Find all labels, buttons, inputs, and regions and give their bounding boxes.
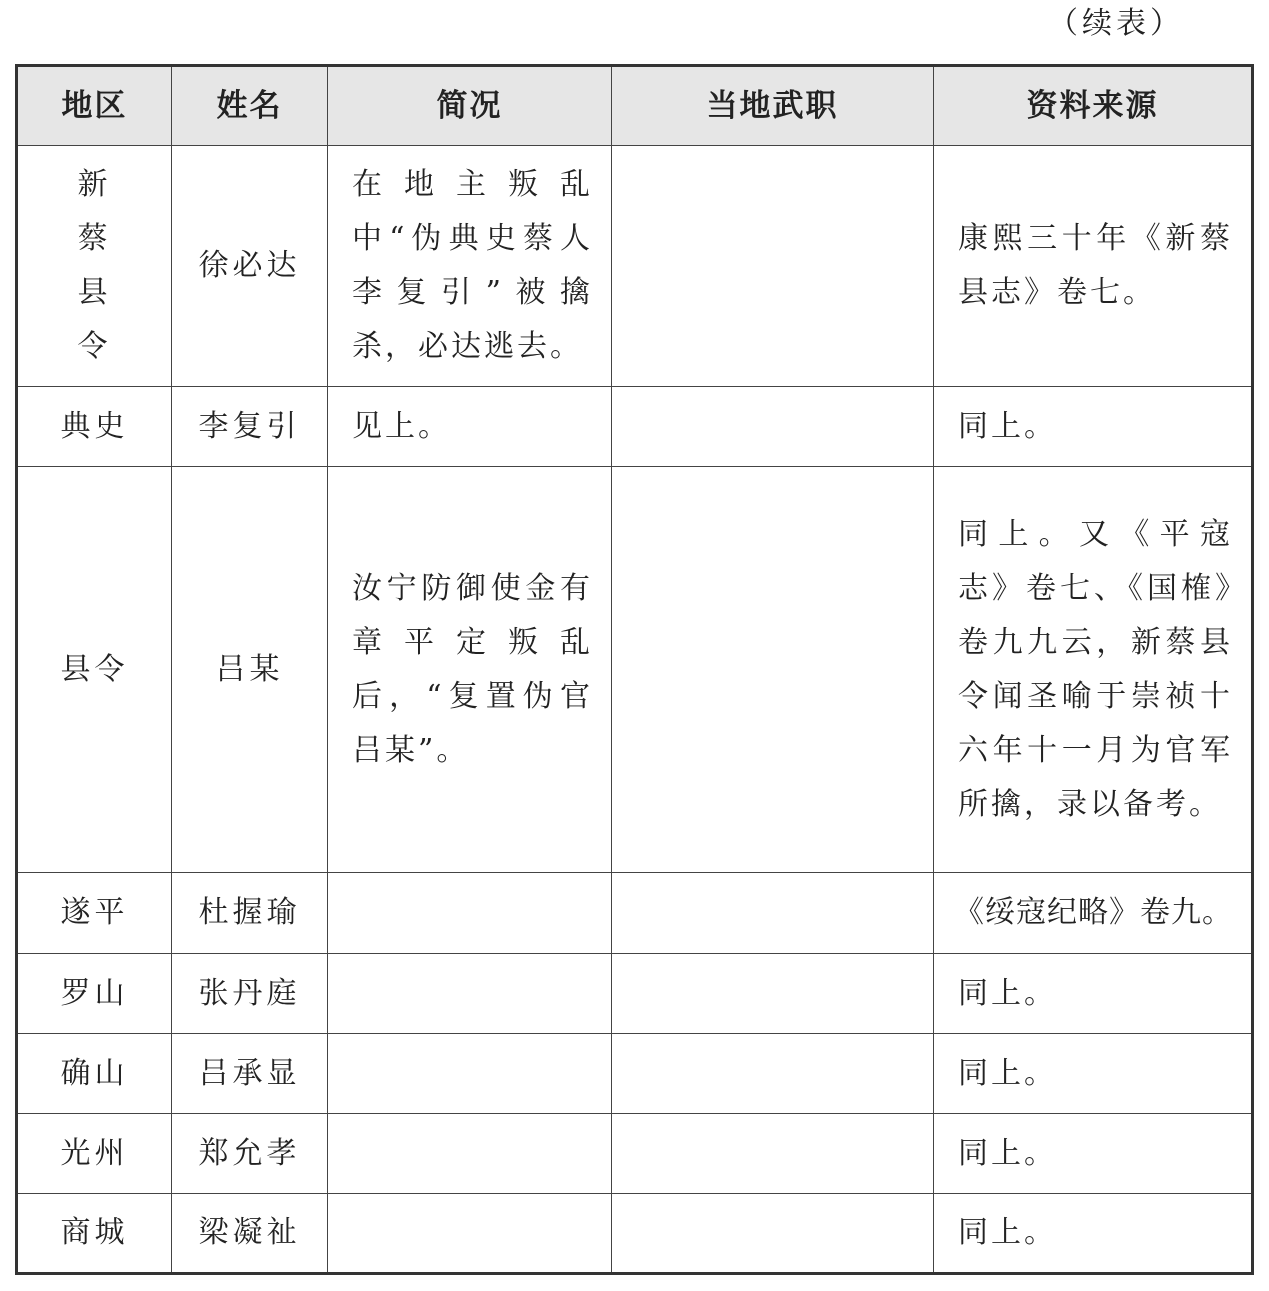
officials-table	[15, 64, 1254, 1275]
brief-cell	[328, 1034, 612, 1114]
header-source: 资料来源	[934, 66, 1253, 146]
name-cell: 杜握瑜	[172, 873, 328, 954]
brief-cell	[328, 467, 612, 873]
brief-cell	[328, 1194, 612, 1274]
table-row	[17, 1194, 1253, 1274]
source-text: 同上。	[958, 408, 1057, 444]
source-cell	[934, 873, 1253, 954]
military-post-cell	[612, 1034, 934, 1114]
source-cell	[934, 387, 1253, 467]
region-cell: 光州	[17, 1114, 172, 1194]
brief-cell	[328, 954, 612, 1034]
table-row	[17, 467, 1253, 873]
header-region: 地区	[17, 66, 172, 146]
table-header-row	[17, 66, 1253, 146]
source-text: 同上。	[958, 1055, 1057, 1091]
region-cell: 遂平	[17, 873, 172, 954]
region-cell: 罗山	[17, 954, 172, 1034]
military-post-cell	[612, 146, 934, 387]
brief-text: 见上。	[352, 408, 451, 444]
table-row	[17, 1114, 1253, 1194]
brief-text: 汝宁防御使金有章平定叛乱后，“复置伪官吕某”。	[352, 570, 593, 768]
source-text: 《绥寇纪略》卷九。	[954, 895, 1233, 930]
header-military-post: 当地武职	[612, 66, 934, 146]
header-brief: 简况	[328, 66, 612, 146]
region-cell: 商城	[17, 1194, 172, 1274]
source-cell	[934, 1034, 1253, 1114]
source-cell	[934, 1114, 1253, 1194]
brief-cell	[328, 387, 612, 467]
brief-cell	[328, 1114, 612, 1194]
source-text: 同上。又《平寇志》卷七、《国榷》卷九九云，新蔡县令闻圣喻于崇祯十六年十一月为官军所擒，录以备考。	[958, 516, 1233, 822]
header-name: 姓名	[172, 66, 328, 146]
region-text: 新蔡县令	[77, 167, 112, 364]
source-text: 同上。	[958, 1135, 1057, 1171]
region-cell: 典史	[17, 387, 172, 467]
table-row	[17, 873, 1253, 954]
region-cell	[17, 146, 172, 387]
source-text: 同上。	[958, 1215, 1057, 1250]
source-cell	[934, 954, 1253, 1034]
source-text: 康熙三十年《新蔡县志》卷七。	[958, 221, 1233, 310]
region-cell: 县令	[17, 467, 172, 873]
source-text: 同上。	[958, 975, 1057, 1011]
military-post-cell	[612, 954, 934, 1034]
brief-cell	[328, 146, 612, 387]
brief-cell	[328, 873, 612, 954]
military-post-cell	[612, 387, 934, 467]
name-cell: 张丹庭	[172, 954, 328, 1034]
military-post-cell	[612, 1114, 934, 1194]
name-cell: 徐必达	[172, 146, 328, 387]
source-cell	[934, 146, 1253, 387]
table-row	[17, 1034, 1253, 1114]
military-post-cell	[612, 1194, 934, 1274]
brief-text: 在地主叛乱中“伪典史蔡人李复引”被擒杀，必达逃去。	[352, 167, 593, 364]
military-post-cell	[612, 467, 934, 873]
name-cell: 吕某	[172, 467, 328, 873]
military-post-cell	[612, 873, 934, 954]
name-cell: 吕承显	[172, 1034, 328, 1114]
table-row	[17, 146, 1253, 387]
table-row	[17, 387, 1253, 467]
source-cell	[934, 467, 1253, 873]
continued-table-label: （续表）	[1048, 6, 1184, 41]
table-row	[17, 954, 1253, 1034]
region-cell: 确山	[17, 1034, 172, 1114]
source-cell	[934, 1194, 1253, 1274]
name-cell: 梁凝祉	[172, 1194, 328, 1274]
name-cell: 郑允孝	[172, 1114, 328, 1194]
name-cell: 李复引	[172, 387, 328, 467]
